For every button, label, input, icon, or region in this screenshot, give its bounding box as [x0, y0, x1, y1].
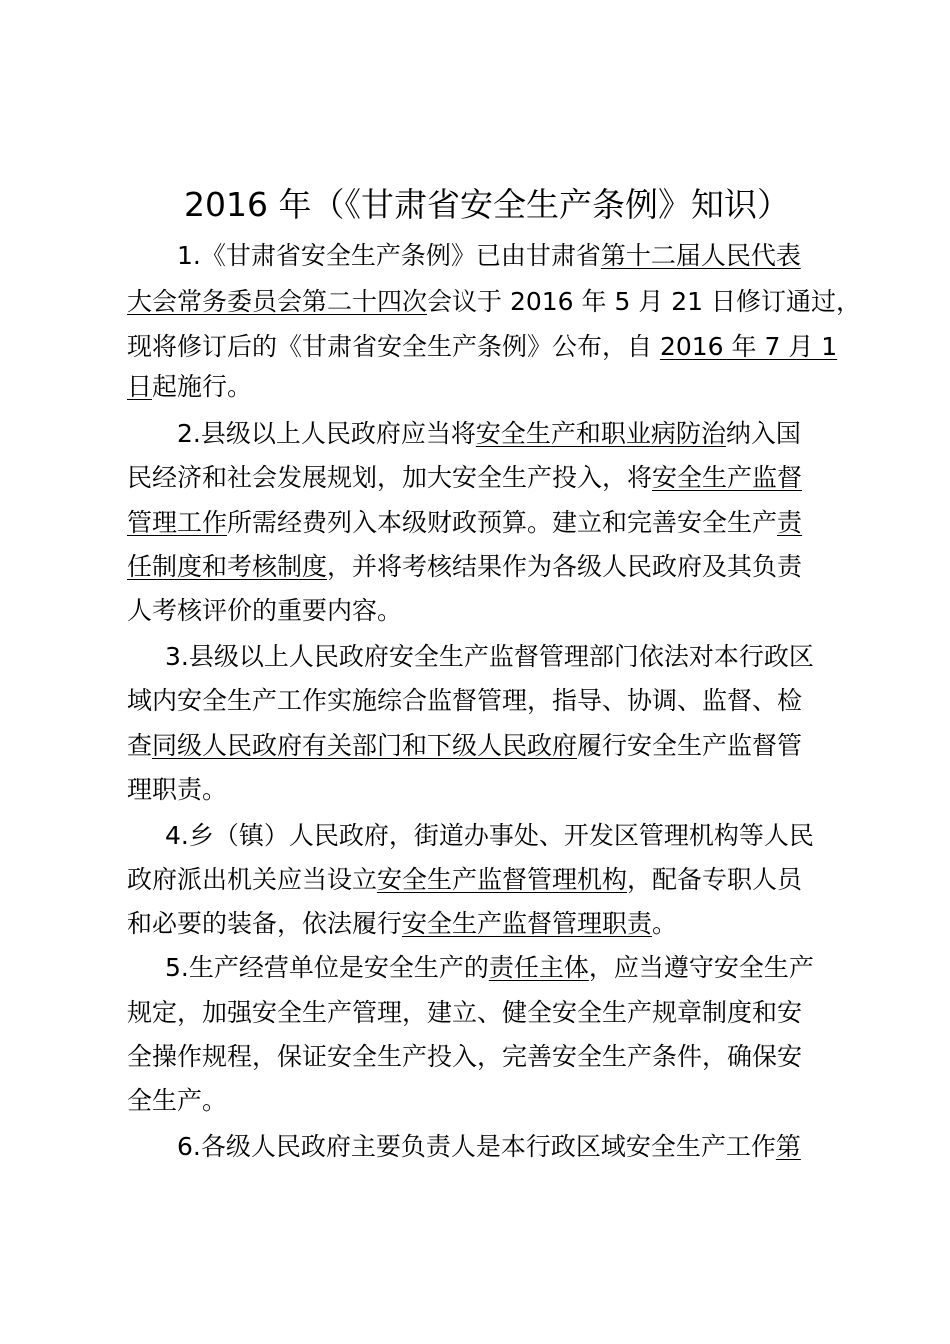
body-line: [127, 284, 861, 320]
body-line: [165, 950, 814, 986]
body-line: [177, 1129, 801, 1165]
text-run: 全生产。: [127, 1086, 228, 1115]
text-run: 4.乡（镇）人民政府，街道办事处、开发区管理机构等人民: [165, 821, 814, 850]
text-run: 5.生产经营单位是安全生产的: [165, 953, 489, 982]
body-line: [127, 1039, 802, 1075]
document-title: 2016 年（《甘肃省安全生产条例》知识）: [184, 185, 790, 224]
body-line: [127, 1083, 227, 1119]
body-line: [177, 238, 801, 274]
text-run: 全操作规程，保证安全生产投入，完善安全生产条件，确保安: [127, 1042, 803, 1071]
text-run: 起施行。: [152, 372, 253, 401]
text-run: 查: [127, 731, 153, 760]
text-run: 履行安全生产监督管: [577, 731, 803, 760]
body-line: [177, 416, 801, 452]
body-line: [127, 329, 837, 365]
body-line: [127, 593, 402, 629]
underlined-text: 2016 年 7 月 1: [659, 332, 838, 361]
underlined-text: 责: [777, 508, 803, 537]
text-run: 现将修订后的《甘肃省安全生产条例》公布，自: [127, 332, 660, 361]
underlined-text: 安全生产和职业病防治: [475, 419, 726, 448]
underlined-text: 第: [775, 1132, 801, 1161]
text-run: ，应当遵守安全生产: [588, 953, 814, 982]
text-run: 3.县级以上人民政府安全生产监督管理部门依法对本行政区: [165, 642, 814, 671]
text-run: 理职责。: [127, 775, 228, 804]
underlined-text: 责任主体: [488, 953, 589, 982]
body-line: [127, 369, 252, 405]
text-run: ，配备专职人员: [627, 865, 803, 894]
body-line: [127, 862, 802, 898]
text-run: 纳入国: [725, 419, 801, 448]
text-run: 6.各级人民政府主要负责人是本行政区域安全生产工作: [177, 1132, 776, 1161]
body-line: [127, 728, 802, 764]
body-line: [127, 906, 677, 942]
underlined-text: 安全生产监督管理职责: [402, 909, 653, 938]
text-run: 域内安全生产工作实施综合监督管理，指导、协调、监督、检: [127, 686, 803, 715]
text-run: 规定，加强安全生产管理，建立、健全安全生产规章制度和安: [127, 998, 803, 1027]
text-run: 。: [652, 909, 678, 938]
text-run: ，并将考核结果作为各级人民政府及其负责: [327, 552, 803, 581]
underlined-text: 安全生产监督: [652, 463, 803, 492]
underlined-text: 大会常务委员会第二十四次: [127, 287, 428, 316]
text-run: 和必要的装备，依法履行: [127, 909, 403, 938]
underlined-text: 同级人民政府有关部门和下级人民政府: [152, 731, 578, 760]
underlined-text: 第十二届人民代表: [600, 241, 801, 270]
body-line: [127, 772, 227, 808]
text-run: 所需经费列入本级财政预算。建立和完善安全生产: [227, 508, 778, 537]
body-line: [127, 505, 802, 541]
underlined-text: 日: [127, 372, 153, 401]
body-line: [127, 549, 802, 585]
body-line: [165, 818, 814, 854]
body-line: [127, 995, 802, 1031]
body-line: [165, 639, 814, 675]
body-line: [127, 683, 802, 719]
text-run: 民经济和社会发展规划，加大安全生产投入，将: [127, 463, 653, 492]
text-run: 2.县级以上人民政府应当将: [177, 419, 476, 448]
underlined-text: 任制度和考核制度: [127, 552, 328, 581]
text-run: 会议于 2016 年 5 月 21 日修订通过，: [427, 287, 862, 316]
text-run: 人考核评价的重要内容。: [127, 596, 403, 625]
text-run: 政府派出机关应当设立: [127, 865, 378, 894]
underlined-text: 管理工作: [127, 508, 228, 537]
text-run: 1.《甘肃省安全生产条例》已由甘肃省: [177, 241, 601, 270]
body-line: [127, 460, 802, 496]
underlined-text: 安全生产监督管理机构: [377, 865, 628, 894]
